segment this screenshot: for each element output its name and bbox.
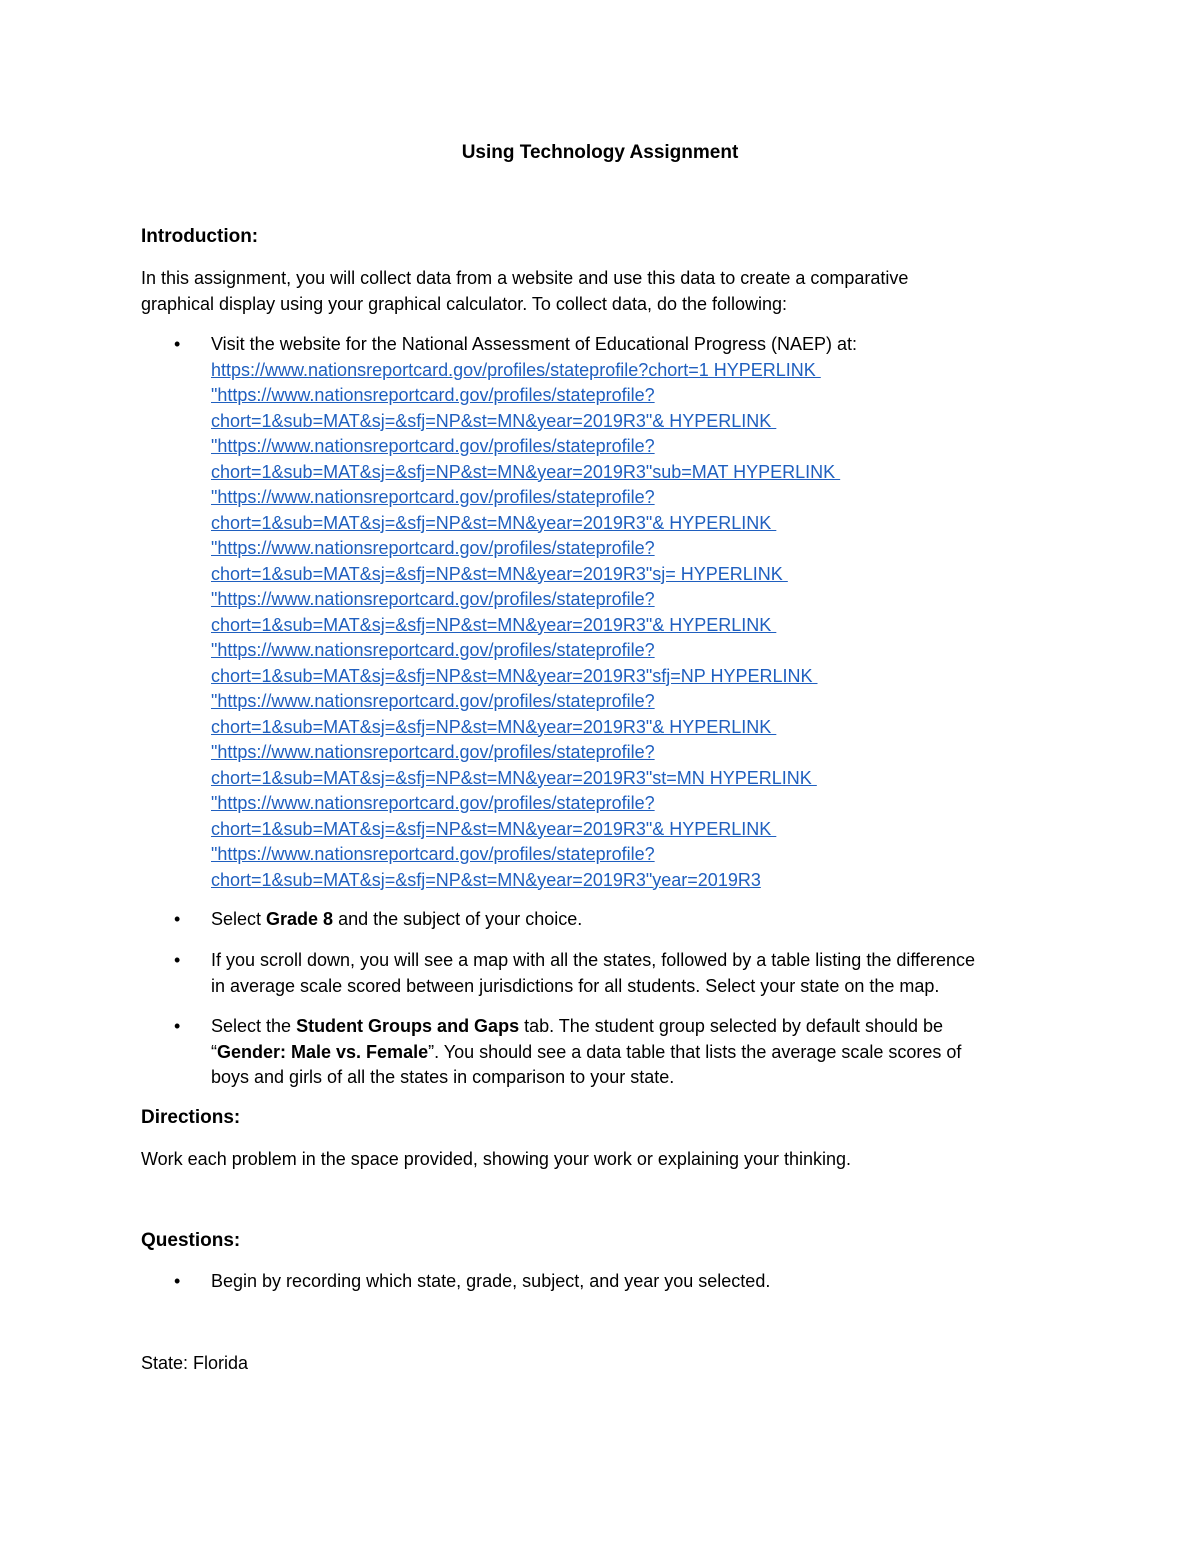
naep-hyperlink-line[interactable]: chort=1&sub=MAT&sj=&sfj=NP&st=MN&year=2019R3"& HYPERLINK <box>211 410 777 431</box>
bullet-scroll-map-line-1: If you scroll down, you will see a map with all the states, followed by a table listing the difference <box>211 950 976 970</box>
introduction-line-2: graphical display using your graphical calculator. To collect data, do the following: <box>141 293 788 314</box>
bullet-student-groups-line-3: boys and girls of all the states in comparison to your state. <box>211 1067 675 1087</box>
naep-hyperlink-line[interactable]: "https://www.nationsreportcard.gov/profiles/stateprofile? <box>211 538 655 558</box>
naep-hyperlink-line[interactable]: "https://www.nationsreportcard.gov/profiles/stateprofile? <box>211 793 655 813</box>
state-answer: State: Florida <box>141 1353 249 1373</box>
introduction-line-1: In this assignment, you will collect data from a website and use this data to create a comparative <box>141 268 909 288</box>
bullet-visit-website-text <box>211 332 1061 893</box>
naep-hyperlink-block[interactable] <box>211 358 1061 894</box>
bullet-icon: • <box>174 909 181 929</box>
naep-hyperlink-line[interactable]: chort=1&sub=MAT&sj=&sfj=NP&st=MN&year=2019R3"st=MN HYPERLINK <box>211 767 817 788</box>
introduction-paragraph <box>141 266 1041 317</box>
naep-hyperlink-line[interactable]: "https://www.nationsreportcard.gov/profiles/stateprofile? <box>211 640 655 660</box>
text-fragment: “ <box>211 1041 217 1062</box>
bullet-select-grade-text <box>211 907 1061 933</box>
naep-hyperlink-line[interactable]: chort=1&sub=MAT&sj=&sfj=NP&st=MN&year=2019R3"sj= HYPERLINK <box>211 563 788 584</box>
text-fragment: and the subject of your choice. <box>333 909 583 929</box>
text-fragment: tab. The student group selected by default should be <box>519 1016 944 1036</box>
document-title: Using Technology Assignment <box>461 142 739 163</box>
introduction-heading: Introduction: <box>141 226 259 247</box>
bullet-scroll-map-line-2: in average scale scored between jurisdictions for all students. Select your state on the map. <box>211 975 940 996</box>
naep-hyperlink-line[interactable]: chort=1&sub=MAT&sj=&sfj=NP&st=MN&year=2019R3"& HYPERLINK <box>211 716 777 737</box>
naep-hyperlink-line[interactable]: "https://www.nationsreportcard.gov/profiles/stateprofile? <box>211 844 655 864</box>
text-fragment: Select the <box>211 1016 297 1036</box>
bullet-student-groups-line-1 <box>211 1014 1061 1040</box>
bullet-student-groups-text <box>211 1014 1061 1091</box>
directions-heading: Directions: <box>141 1107 241 1128</box>
naep-hyperlink-line[interactable]: "https://www.nationsreportcard.gov/profiles/stateprofile? <box>211 436 655 456</box>
group-emphasis: Gender: Male vs. Female <box>217 1041 429 1062</box>
bullet-visit-website-label: Visit the website for the National Assessment of Educational Progress (NAEP) at: <box>211 334 857 354</box>
bullet-icon: • <box>174 950 181 970</box>
naep-hyperlink-line[interactable]: "https://www.nationsreportcard.gov/profiles/stateprofile? <box>211 742 655 762</box>
naep-hyperlink-line[interactable]: "https://www.nationsreportcard.gov/profiles/stateprofile? <box>211 589 655 609</box>
naep-hyperlink-line[interactable]: "https://www.nationsreportcard.gov/profiles/stateprofile? <box>211 385 655 405</box>
naep-hyperlink-line[interactable]: chort=1&sub=MAT&sj=&sfj=NP&st=MN&year=2019R3"sfj=NP HYPERLINK <box>211 665 818 686</box>
directions-text: Work each problem in the space provided, showing your work or explaining your thinking. <box>141 1149 852 1169</box>
naep-hyperlink-line[interactable]: chort=1&sub=MAT&sj=&sfj=NP&st=MN&year=2019R3"sub=MAT HYPERLINK <box>211 461 841 482</box>
naep-hyperlink-line[interactable]: chort=1&sub=MAT&sj=&sfj=NP&st=MN&year=2019R3"& HYPERLINK <box>211 512 777 533</box>
tab-name-emphasis: Student Groups and Gaps <box>296 1016 520 1036</box>
bullet-record-selection-text: Begin by recording which state, grade, subject, and year you selected. <box>211 1271 771 1291</box>
bullet-icon: • <box>174 1271 181 1291</box>
text-fragment: ”. You should see a data table that lists the average scale scores of <box>428 1041 962 1062</box>
bullet-student-groups-line-2 <box>211 1040 1061 1066</box>
grade-emphasis: Grade 8 <box>266 909 334 929</box>
naep-hyperlink-line[interactable]: https://www.nationsreportcard.gov/profiles/stateprofile?chort=1 HYPERLINK <box>211 359 821 380</box>
text-fragment: Select <box>211 909 267 929</box>
naep-hyperlink-line[interactable]: chort=1&sub=MAT&sj=&sfj=NP&st=MN&year=2019R3"& HYPERLINK <box>211 818 777 839</box>
bullet-scroll-map-text <box>211 948 1061 999</box>
naep-hyperlink-line[interactable]: "https://www.nationsreportcard.gov/profiles/stateprofile? <box>211 691 655 711</box>
bullet-icon: • <box>174 334 181 354</box>
naep-hyperlink-line[interactable]: chort=1&sub=MAT&sj=&sfj=NP&st=MN&year=2019R3"year=2019R3 <box>211 869 761 890</box>
naep-hyperlink-line[interactable]: "https://www.nationsreportcard.gov/profiles/stateprofile? <box>211 487 655 507</box>
naep-hyperlink-line[interactable]: chort=1&sub=MAT&sj=&sfj=NP&st=MN&year=2019R3"& HYPERLINK <box>211 614 777 635</box>
questions-heading: Questions: <box>141 1230 241 1251</box>
bullet-icon: • <box>174 1016 181 1036</box>
